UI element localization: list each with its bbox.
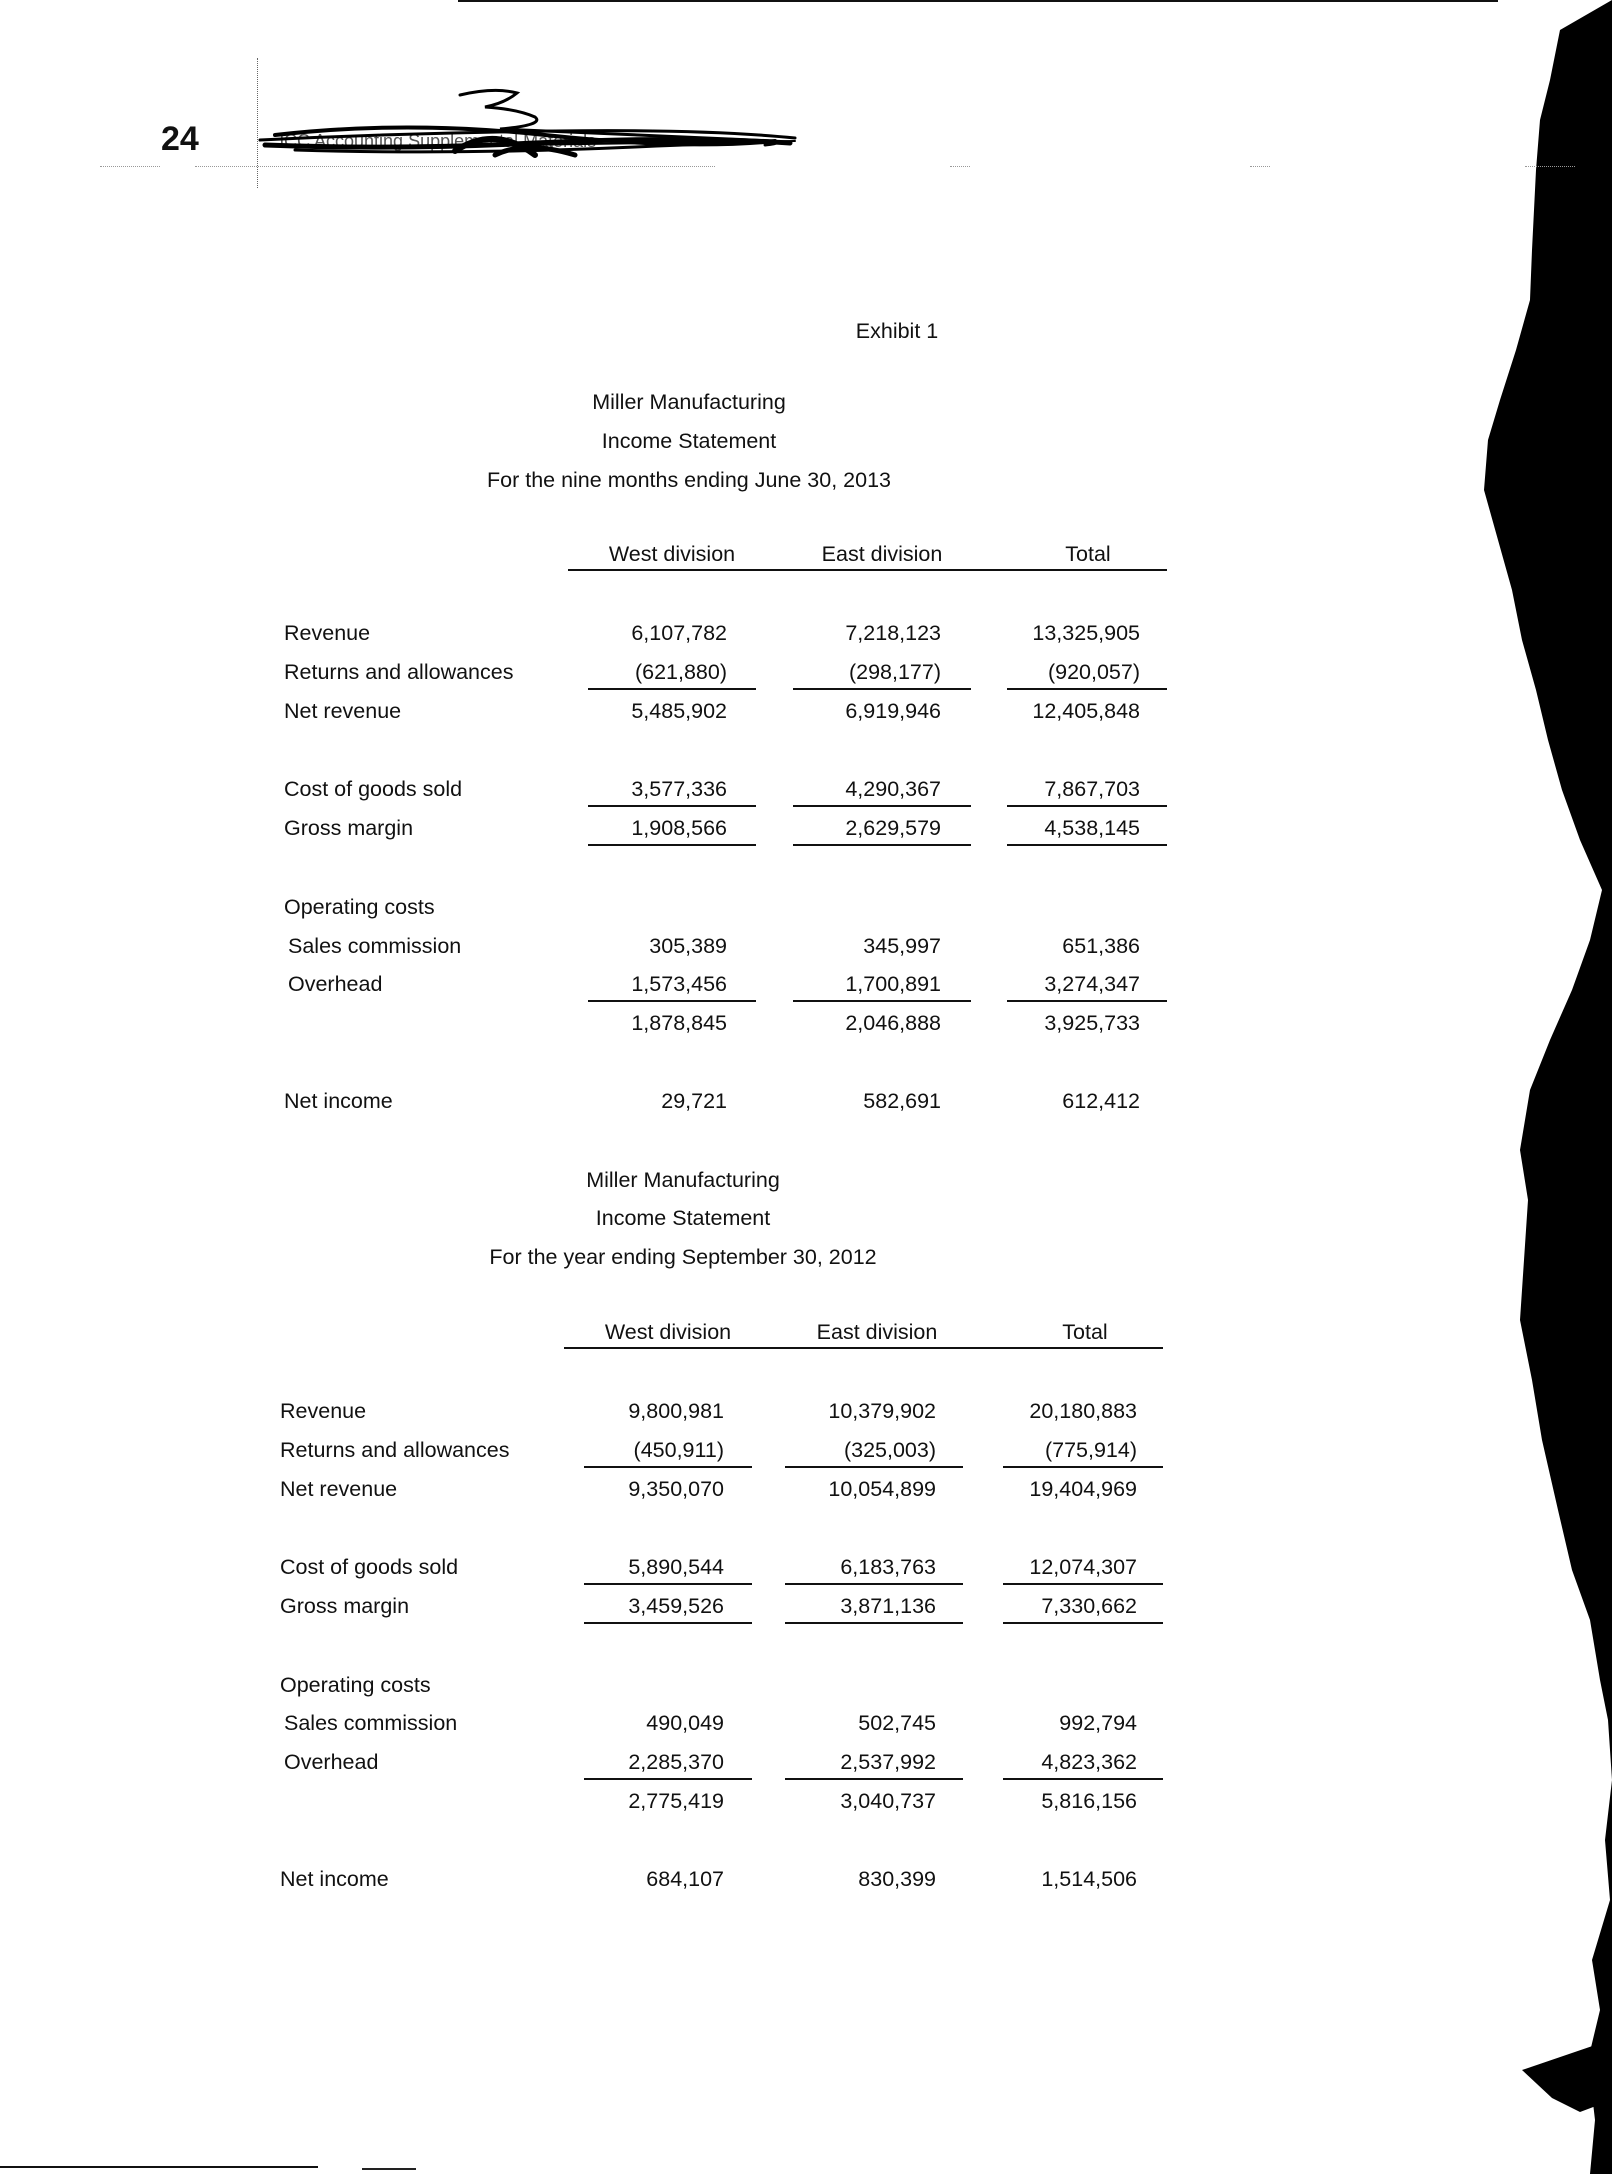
cell-value: 4,290,367 [845,777,941,801]
statement-company-name: Miller Manufacturing [586,1168,780,1192]
cell-value: 12,074,307 [1029,1555,1137,1579]
cell-value: 29,721 [661,1089,727,1113]
cell-value: 10,379,902 [828,1399,936,1423]
cell-value: 2,285,370 [628,1750,724,1774]
cell-value: 9,350,070 [628,1477,724,1501]
cell-value: 684,107 [646,1867,724,1891]
value-underline [785,1622,963,1624]
cell-value: 13,325,905 [1032,621,1140,645]
row-label: Net income [280,1867,389,1891]
cell-value: 2,629,579 [845,816,941,840]
value-underline [1007,844,1167,846]
cell-value: 1,908,566 [631,816,727,840]
value-underline [793,1000,971,1002]
cell-value: 3,925,733 [1044,1011,1140,1035]
value-underline [1007,1000,1167,1002]
cell-value: 7,867,703 [1044,777,1140,801]
cell-value: 3,459,526 [628,1594,724,1618]
cell-value: 830,399 [858,1867,936,1891]
statement-title: Income Statement [601,429,777,453]
cell-value: 6,919,946 [845,699,941,723]
cell-value: 2,537,992 [840,1750,936,1774]
row-label: Operating costs [284,895,435,919]
value-underline [588,805,756,807]
cell-value: 582,691 [863,1089,941,1113]
cell-value: 490,049 [646,1711,724,1735]
cell-value: 1,700,891 [845,972,941,996]
cell-value: 7,218,123 [845,621,941,645]
statement-title: Income Statement [595,1206,771,1230]
row-label: Gross margin [280,1594,410,1618]
scan-bottom-edge-line [0,2166,318,2168]
value-underline [1003,1622,1163,1624]
cell-value: 2,775,419 [628,1789,724,1813]
cell-value: 6,183,763 [840,1555,936,1579]
cell-value: 12,405,848 [1032,699,1140,723]
row-label: Cost of goods sold [284,777,463,801]
cell-value: 3,577,336 [631,777,727,801]
row-label: Overhead [288,972,383,996]
cell-value: 5,816,156 [1041,1789,1137,1813]
row-label: Net income [284,1089,393,1113]
value-underline [785,1466,963,1468]
row-label: Returns and allowances [284,660,514,684]
row-label: Net revenue [280,1477,398,1501]
scan-bottom-edge-mark [362,2168,416,2170]
cell-value: 2,046,888 [845,1011,941,1035]
cell-value: 4,823,362 [1041,1750,1137,1774]
cell-value: 3,871,136 [840,1594,936,1618]
value-underline [584,1778,752,1780]
column-header: East division [816,1320,938,1344]
cell-value: (920,057) [1047,660,1140,684]
cell-value: 7,330,662 [1041,1594,1137,1618]
page-number: 24 [161,120,199,158]
value-underline [793,805,971,807]
cell-value: 3,040,737 [840,1789,936,1813]
row-label: Revenue [280,1399,367,1423]
statement-period: For the nine months ending June 30, 2013 [486,468,892,492]
cell-value: 9,800,981 [628,1399,724,1423]
cell-value: 1,573,456 [631,972,727,996]
cell-value: 612,412 [1062,1089,1140,1113]
value-underline [588,844,756,846]
row-label: Sales commission [288,934,462,958]
value-underline [584,1622,752,1624]
struck-out-header-text: JCC Accounting Supplemental Materials [275,131,597,151]
value-underline [785,1778,963,1780]
cell-value: (621,880) [634,660,727,684]
column-header-rule [564,1347,1163,1349]
statement-company-name: Miller Manufacturing [592,390,786,414]
row-label: Gross margin [284,816,414,840]
value-underline [588,1000,756,1002]
column-header: East division [821,542,943,566]
row-label: Overhead [284,1750,379,1774]
cell-value: 992,794 [1059,1711,1137,1735]
cell-value: 5,890,544 [628,1555,724,1579]
row-label: Net revenue [284,699,402,723]
cell-value: 10,054,899 [828,1477,936,1501]
row-label: Revenue [284,621,371,645]
row-label: Operating costs [280,1673,431,1697]
value-underline [1003,1583,1163,1585]
cell-value: 6,107,782 [631,621,727,645]
cell-value: 345,997 [863,934,941,958]
cell-value: 3,274,347 [1044,972,1140,996]
value-underline [785,1583,963,1585]
value-underline [1007,805,1167,807]
column-header: West division [604,1320,732,1344]
cell-value: (775,914) [1044,1438,1137,1462]
cell-value: 502,745 [858,1711,936,1735]
column-header: West division [608,542,736,566]
cell-value: 4,538,145 [1044,816,1140,840]
cell-value: 20,180,883 [1029,1399,1137,1423]
cell-value: 651,386 [1062,934,1140,958]
value-underline [1003,1778,1163,1780]
cell-value: 19,404,969 [1029,1477,1137,1501]
cell-value: 1,878,845 [631,1011,727,1035]
cell-value: 305,389 [649,934,727,958]
value-underline [584,1466,752,1468]
cell-value: (298,177) [848,660,941,684]
value-underline [584,1583,752,1585]
cell-value: (325,003) [843,1438,936,1462]
column-header: Total [1065,542,1111,566]
value-underline [793,844,971,846]
row-label: Sales commission [284,1711,458,1735]
exhibit-label: Exhibit 1 [855,319,939,343]
value-underline [1003,1466,1163,1468]
row-label: Cost of goods sold [280,1555,459,1579]
row-label: Returns and allowances [280,1438,510,1462]
column-header: Total [1062,1320,1108,1344]
cell-value: 5,485,902 [631,699,727,723]
cell-value: (450,911) [633,1438,724,1462]
statement-period: For the year ending September 30, 2012 [489,1245,877,1269]
cell-value: 1,514,506 [1041,1867,1137,1891]
